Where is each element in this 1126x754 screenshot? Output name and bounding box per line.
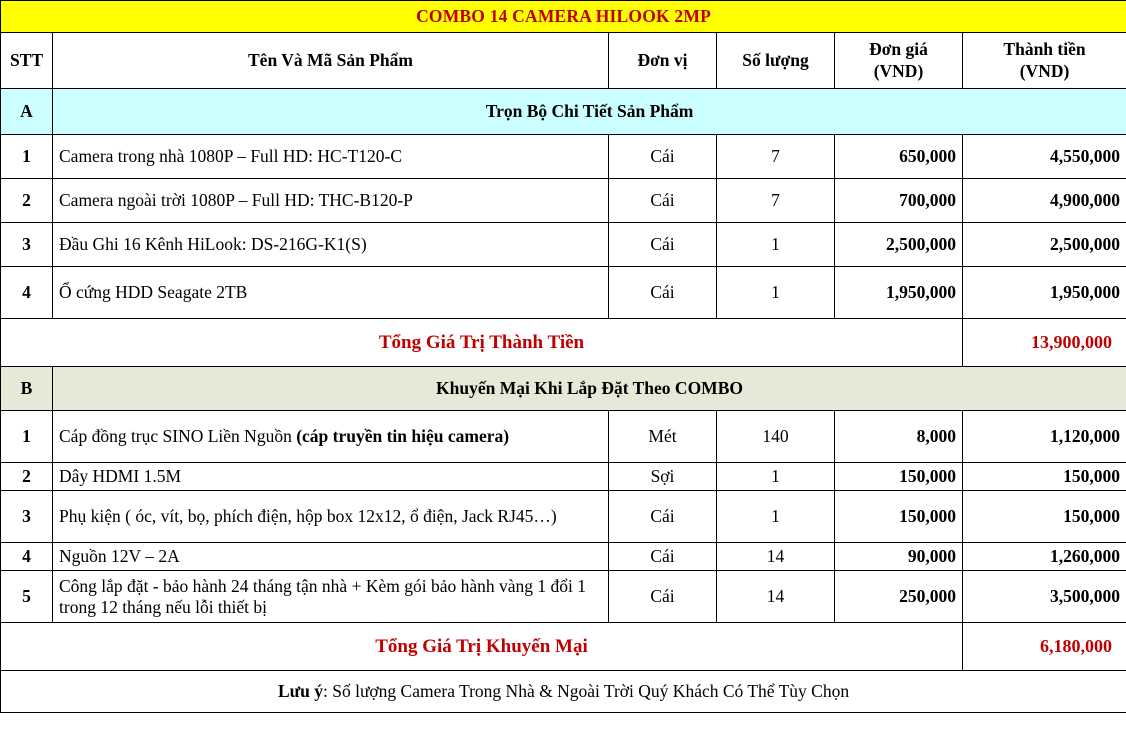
section-a-total-value: 13,900,000 [963,319,1126,367]
row-index: 2 [1,463,53,491]
row-total: 4,550,000 [963,135,1126,179]
row-name: Dây HDMI 1.5M [53,463,609,491]
row-name: Camera ngoài trời 1080P – Full HD: THC-B120-P [53,179,609,223]
row-total: 1,260,000 [963,543,1126,571]
row-quantity: 14 [717,571,835,623]
table-row [1,411,1126,463]
row-price: 700,000 [835,179,963,223]
row-total: 1,950,000 [963,267,1126,319]
row-index: 2 [1,179,53,223]
column-header-price-line2: (VND) [873,60,924,81]
footer-note-text: : Số lượng Camera Trong Nhà & Ngoài Trời Quý Khách Có Thể Tùy Chọn [322,681,850,701]
row-total: 3,500,000 [963,571,1126,623]
row-unit: Mét [609,411,717,463]
table-row [1,571,1126,623]
page-title: COMBO 14 CAMERA HILOOK 2MP [1,1,1126,33]
row-price: 90,000 [835,543,963,571]
row-name: Đầu Ghi 16 Kênh HiLook: DS-216G-K1(S) [53,223,609,267]
column-header-unit: Đơn vị [609,33,717,89]
section-b-total-row [1,623,1126,671]
table-header-row [1,33,1126,89]
row-index: 4 [1,267,53,319]
row-total: 1,120,000 [963,411,1126,463]
row-index: 5 [1,571,53,623]
section-b-label: Khuyến Mại Khi Lắp Đặt Theo COMBO [53,367,1126,411]
section-header-a [1,89,1126,135]
row-unit: Cái [609,223,717,267]
row-name-plain: Cáp đồng trục SINO Liền Nguồn [59,426,297,446]
column-header-stt: STT [1,33,53,89]
row-name: Camera trong nhà 1080P – Full HD: HC-T120-C [53,135,609,179]
row-quantity: 1 [717,267,835,319]
row-price: 1,950,000 [835,267,963,319]
row-name: Phụ kiện ( óc, vít, bọ, phích điện, hộp box 12x12, ổ điện, Jack RJ45…) [53,491,609,543]
row-price: 2,500,000 [835,223,963,267]
row-index: 3 [1,491,53,543]
row-unit: Cái [609,571,717,623]
row-unit: Cái [609,179,717,223]
column-header-total-line1: Thành tiền [1003,38,1086,59]
section-header-b [1,367,1126,411]
row-quantity: 1 [717,463,835,491]
table-row [1,179,1126,223]
table-row [1,223,1126,267]
column-header-total [963,33,1126,89]
footer-note [1,671,1126,713]
section-a-index: A [1,89,53,135]
row-name: Nguồn 12V – 2A [53,543,609,571]
row-index: 1 [1,411,53,463]
row-price: 150,000 [835,463,963,491]
footer-note-label: Lưu ý [277,681,323,701]
row-quantity: 1 [717,491,835,543]
row-quantity: 7 [717,135,835,179]
row-unit: Cái [609,491,717,543]
section-b-total-value: 6,180,000 [963,623,1126,671]
section-a-total-label: Tổng Giá Trị Thành Tiền [1,319,963,367]
column-header-name: Tên Và Mã Sản Phẩm [53,33,609,89]
row-name-emphasis: (cáp truyền tin hiệu camera) [296,426,510,446]
row-index: 1 [1,135,53,179]
row-total: 150,000 [963,491,1126,543]
row-name: Công lắp đặt - bảo hành 24 tháng tận nhà + Kèm gói bảo hành vàng 1 đổi 1 trong 12 tháng nếu lỗi thiết bị [53,571,609,623]
row-quantity: 1 [717,223,835,267]
row-unit: Cái [609,135,717,179]
row-quantity: 140 [717,411,835,463]
row-unit: Cái [609,267,717,319]
table-row [1,491,1126,543]
column-header-quantity: Số lượng [717,33,835,89]
row-index: 3 [1,223,53,267]
table-row [1,463,1126,491]
table-title-row [1,1,1126,33]
section-b-total-label: Tổng Giá Trị Khuyến Mại [1,623,963,671]
row-price: 150,000 [835,491,963,543]
row-name [53,411,609,463]
table-row [1,543,1126,571]
table-row [1,267,1126,319]
row-quantity: 7 [717,179,835,223]
column-header-price [835,33,963,89]
section-a-total-row [1,319,1126,367]
row-total: 2,500,000 [963,223,1126,267]
row-name: Ổ cứng HDD Seagate 2TB [53,267,609,319]
section-b-index: B [1,367,53,411]
column-header-total-line2: (VND) [1019,60,1070,81]
row-quantity: 14 [717,543,835,571]
row-index: 4 [1,543,53,571]
row-price: 650,000 [835,135,963,179]
table-row [1,135,1126,179]
row-total: 150,000 [963,463,1126,491]
row-price: 8,000 [835,411,963,463]
column-header-price-line1: Đơn giá [869,38,928,59]
row-unit: Sợi [609,463,717,491]
row-price: 250,000 [835,571,963,623]
row-total: 4,900,000 [963,179,1126,223]
section-a-label: Trọn Bộ Chi Tiết Sản Phẩm [53,89,1126,135]
row-unit: Cái [609,543,717,571]
footer-note-row [1,671,1126,713]
